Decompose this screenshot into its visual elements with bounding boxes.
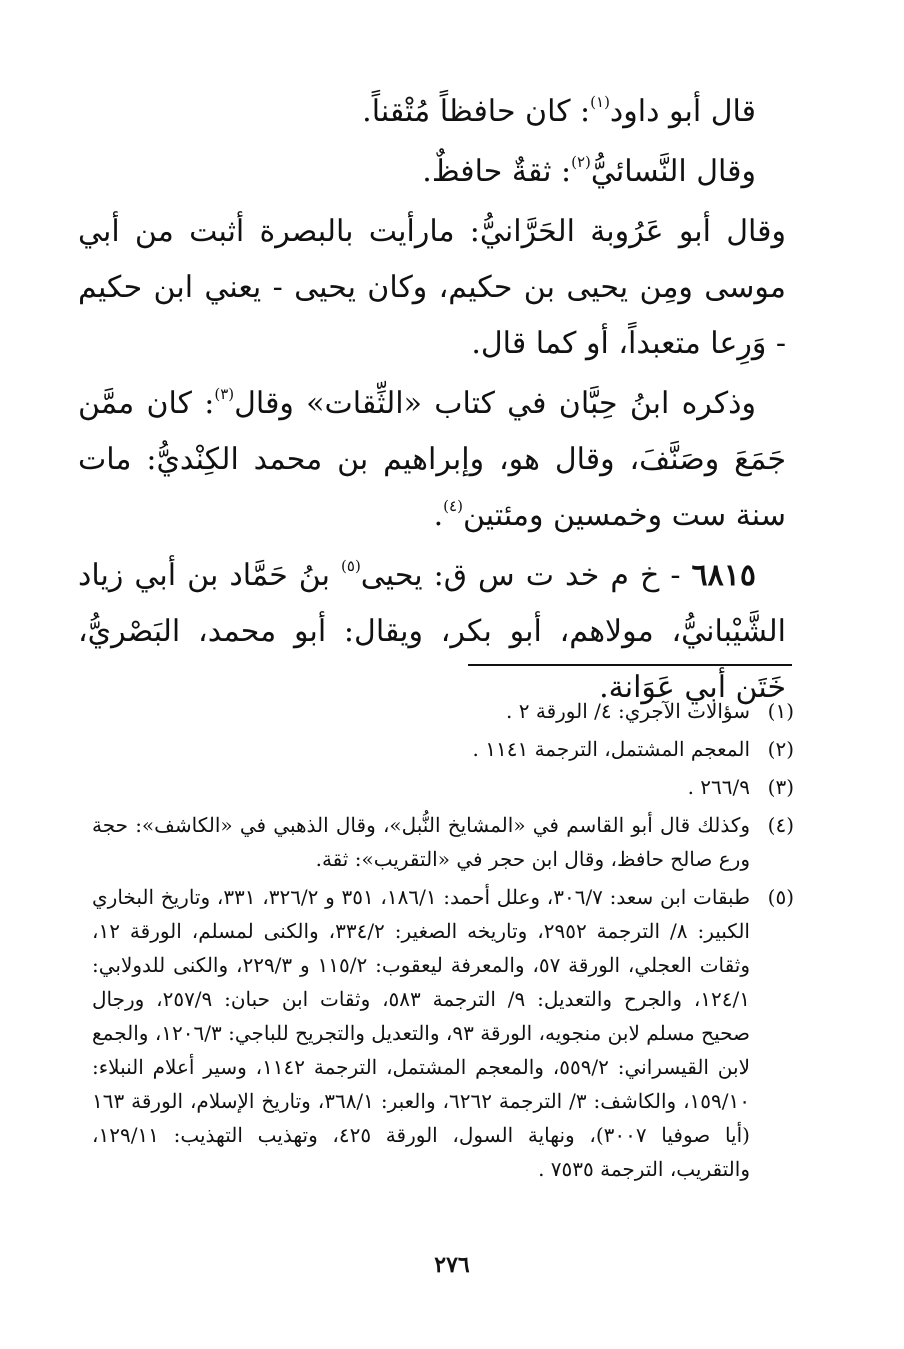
page-number: ٢٧٦ xyxy=(434,1252,470,1278)
footnote-ref-1[interactable]: (١) xyxy=(590,93,610,111)
text-run: : كان حافظاً مُتْقناً. xyxy=(362,94,591,129)
footnote-4 xyxy=(92,808,794,876)
entry-number: ٦٨١٥ xyxy=(691,558,756,593)
footnote-separator xyxy=(468,664,792,666)
text-run: وذكره ابنُ حِبَّان في كتاب «الثِّقات» وقال xyxy=(234,386,756,421)
footnote-ref-3[interactable]: (٣) xyxy=(214,385,235,403)
footnote-number: (٣) xyxy=(767,775,794,799)
footnote-text: طبقات ابن سعد: ٣٠٦/٧، وعلل أحمد: ١٨٦/١، ٣٥١ و ٣٢٦/٢، ٣٣١، وتاريخ البخاري الكبير: ٨/ الترجمة ٢٩٥٢، وتاريخه الصغير: ٣٣٤/٢، والكنى لمسلم، الورقة ١٢، وثقات العجلي، الورقة ٥٧، والمعرفة ليعقوب: ١١٥/٢ و ٢٢٩/٣، والكنى للدولابي: ١٢٤/١، والجرح والتعديل: ٩/ الترجمة ٥٨٣، وثقات ابن حبان: ٢٥٧/٩، ورجال صحيح مسلم لابن منجويه، الورقة ٩٣، والتعديل والتجريح للباجي: ١٢٠٦/٣، والجمع لابن القيسراني: ٥٥٩/٢، والمعجم المشتمل، الترجمة ١١٤٢، وسير أعلام النبلاء: ١٥٩/١٠، والكاشف: ٣/ الترجمة ٦٢٦٢، والعبر: ٣٦٨/١، وتاريخ الإسلام، الورقة ١٦٣ (أيا صوفيا ٣٠٠٧)، ونهاية السول، الورقة ٤٢٥، وتهذيب التهذيب: ١٢٩/١١، والتقريب، الترجمة ٧٥٣٥ . xyxy=(92,885,751,1181)
text-run: وقال النَّسائيُّ xyxy=(590,154,756,189)
footnote-ref-2[interactable]: (٢) xyxy=(571,153,591,171)
text-run: - خ م خد ت س ق: يحيى xyxy=(360,558,692,593)
footnote-ref-5[interactable]: (٥) xyxy=(341,557,361,575)
main-text xyxy=(78,84,786,716)
footnote-3 xyxy=(92,770,794,804)
footnote-number: (٤) xyxy=(767,813,794,837)
footnote-1 xyxy=(92,694,794,728)
footnote-text: سؤالات الآجري: ٤/ الورقة ٢ . xyxy=(506,699,750,723)
paragraph-nasai xyxy=(78,144,786,200)
text-run: . xyxy=(433,498,444,533)
text-run: : ثقةٌ حافظٌ. xyxy=(422,154,572,189)
footnote-2 xyxy=(92,732,794,766)
footnote-number: (٥) xyxy=(767,885,794,909)
paragraph-ibn-hibban xyxy=(78,376,786,544)
footnote-number: (٢) xyxy=(767,737,794,761)
paragraph-abu-aruba: وقال أبو عَرُوبة الحَرَّانيُّ: مارأيت بالبصرة أثبت من أبي موسى ومِن يحيى بن حكيم، وكان يحيى - يعني ابن حكيم - وَرِعا متعبداً، أو كما قال. xyxy=(78,214,786,361)
paragraph-abu-dawud xyxy=(78,84,786,140)
footnote-text: وكذلك قال أبو القاسم في «المشايخ النُّبل»، وقال الذهبي في «الكاشف»: حجة ورع صالح حافظ، وقال ابن حجر في «التقريب»: ثقة. xyxy=(92,813,750,871)
text-run: قال أبو داود xyxy=(609,94,756,129)
footnote-text: المعجم المشتمل، الترجمة ١١٤١ . xyxy=(472,737,750,761)
footnote-ref-4[interactable]: (٤) xyxy=(443,497,463,515)
text-run: بنُ حَمَّاد بن أبي زياد الشَّيْبانيُّ، مولاهم، أبو بكر، ويقال: أبو محمد، البَصْريُّ، خَتَن أبي عَوَانة. xyxy=(78,558,786,705)
biography-entry-6815 xyxy=(78,548,786,716)
footnote-text: ٢٦٦/٩ . xyxy=(687,775,750,799)
footnote-number: (١) xyxy=(767,699,794,723)
footnotes xyxy=(92,694,794,1190)
text-run: : كان ممَّن جَمَعَ وصَنَّفَ، وقال هو، وإبراهيم بن محمد الكِنْديُّ: مات سنة ست وخمسين ومئتين xyxy=(78,386,786,533)
footnote-5 xyxy=(92,880,794,1186)
